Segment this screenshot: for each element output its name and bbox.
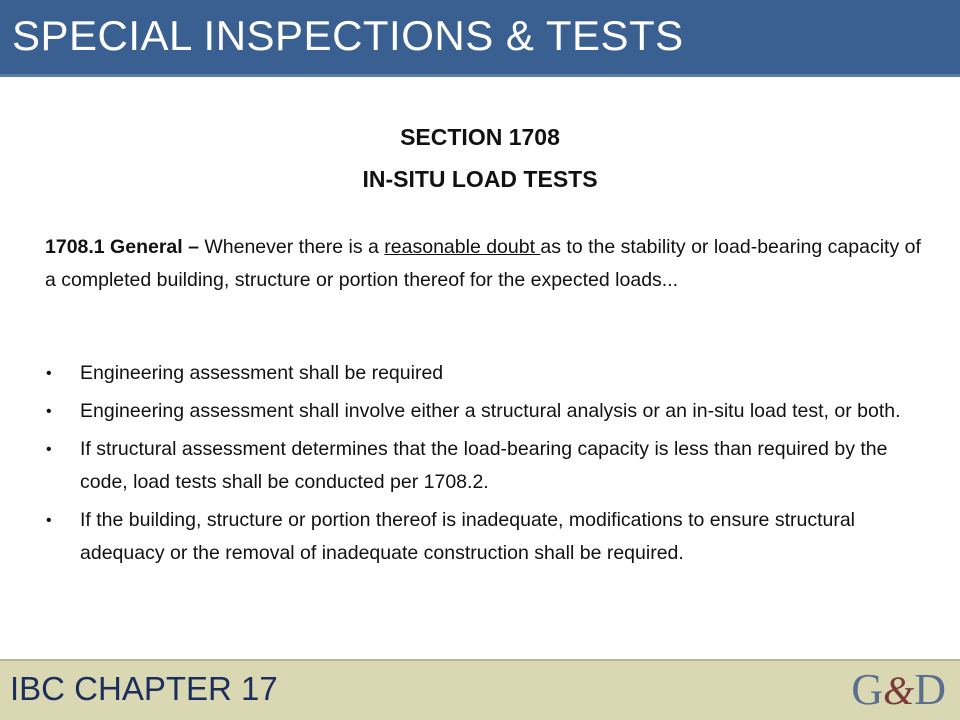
logo-letter-g: G [851, 665, 884, 714]
bullet-icon: • [46, 365, 52, 382]
general-text-before: Whenever there is a [198, 236, 385, 258]
logo-ampersand: & [883, 668, 915, 713]
underlined-phrase: reasonable doubt [384, 236, 541, 258]
bullet-text: If structural assessment determines that the load-bearing capacity is less than required by the code, load tests shall be conducted per 1708.2. [80, 438, 888, 493]
bullet-icon: • [46, 403, 52, 420]
chapter-label: IBC CHAPTER 17 [10, 670, 278, 707]
slide-header [0, 0, 960, 77]
slide-footer [0, 659, 960, 720]
list-item [0, 504, 920, 570]
bullet-icon: • [46, 512, 52, 529]
bullet-text: If the building, structure or portion thereof is inadequate, modifications to ensure structural adequacy or the removal of inadequate construction shall be required. [80, 509, 856, 564]
logo-letter-d: D [914, 665, 946, 714]
section-number-heading: SECTION 1708 [400, 124, 560, 150]
slide-title: SPECIAL INSPECTIONS & TESTS [12, 12, 684, 59]
general-paragraph [45, 231, 925, 297]
bullet-text: Engineering assessment shall involve either a structural analysis or an in-situ load test, or both. [80, 400, 901, 422]
bullet-icon: • [46, 441, 52, 458]
section-title-heading: IN-SITU LOAD TESTS [362, 166, 598, 192]
company-logo [851, 667, 946, 714]
bullet-list [0, 357, 960, 575]
list-item [0, 433, 920, 499]
list-item [0, 395, 920, 428]
general-label: 1708.1 General – [45, 236, 199, 258]
list-item [0, 357, 920, 390]
bullet-text: Engineering assessment shall be required [80, 362, 444, 384]
general-text-after: as to the stability or load-bearing capacity of a completed building, structure or portion thereof for the expected loads... [45, 236, 921, 291]
